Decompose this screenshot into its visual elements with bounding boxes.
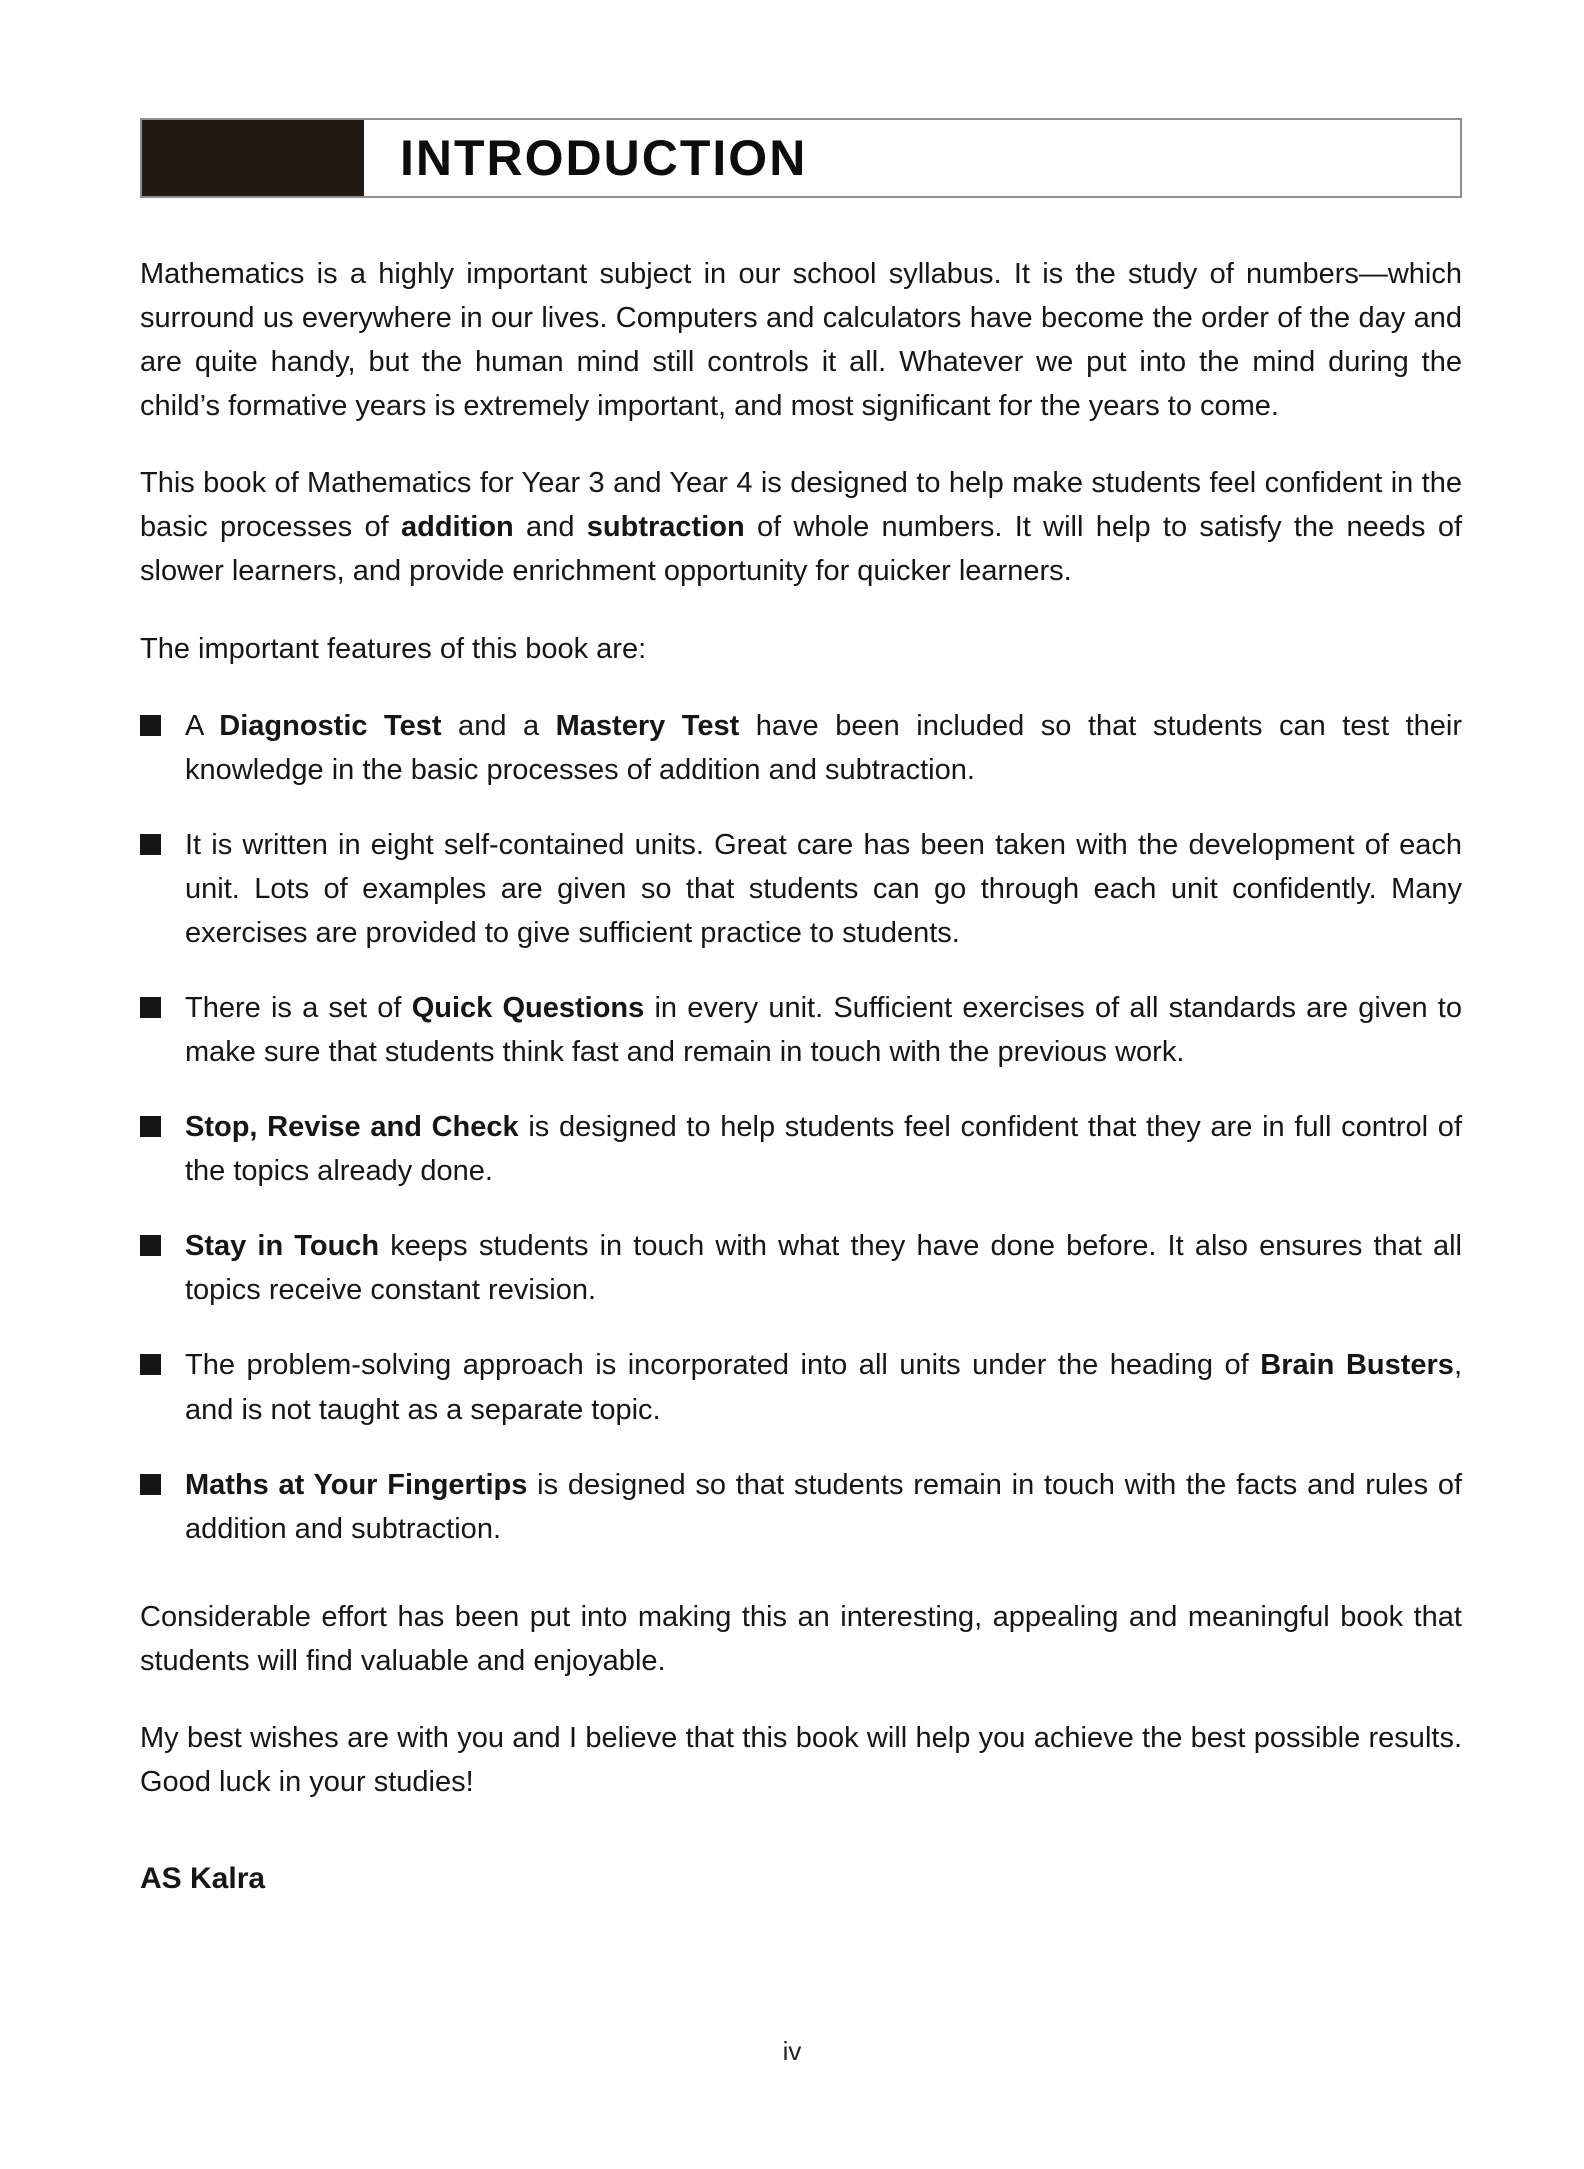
intro-paragraph-2: This book of Mathematics for Year 3 and Year 4 is designed to help make students feel confident in the basic processes of addition and subtraction of whole numbers. It will help to satisfy the needs of slower learners, and provide enrichment opportunity for quicker learners. — [140, 467, 1463, 588]
feature-text: Stop, Revise and Check is designed to help students feel confident that they are in full control of the topics already done. — [185, 1111, 1462, 1188]
square-bullet-icon — [140, 1354, 161, 1375]
section-header — [140, 118, 1462, 198]
features-intro: The important features of this book are: — [140, 632, 647, 665]
feature-text: Stay in Touch keeps students in touch with what they have done before. It also ensures that all topics receive constant revision. — [185, 1230, 1462, 1307]
feature-text: It is written in eight self-contained units. Great care has been taken with the development of each unit. Lots of examples are given so that students can go through each unit confidently. Many exercises are provided to give sufficient practice to students. — [185, 828, 1462, 949]
square-bullet-icon — [140, 834, 161, 855]
feature-text: Maths at Your Fingertips is designed so that students remain in touch with the facts and rules of addition and subtraction. — [185, 1468, 1463, 1545]
closing-block — [140, 1595, 1462, 1896]
feature-item-units — [140, 823, 1462, 955]
feature-item-stop-revise-check — [140, 1105, 1462, 1193]
square-bullet-icon — [140, 1235, 161, 1256]
feature-item-quick-questions — [140, 986, 1462, 1074]
feature-item-brain-busters — [140, 1343, 1462, 1431]
feature-item-diagnostic-test — [140, 704, 1462, 792]
features-list — [140, 704, 1462, 1551]
feature-item-maths-fingertips — [140, 1463, 1462, 1551]
closing-paragraph-1: Considerable effort has been put into making this an interesting, appealing and meaningful book that students will find valuable and enjoyable. — [140, 1600, 1462, 1677]
feature-text: A Diagnostic Test and a Mastery Test have been included so that students can test their knowledge in the basic processes of addition and subtraction. — [185, 709, 1462, 786]
intro-paragraph-1: Mathematics is a highly important subject in our school syllabus. It is the study of numbers—which surround us everywhere in our lives. Computers and calculators have become the order of the day and are quite handy, but the human mind still controls it all. Whatever we put into the mind during the child’s formative years is extremely important, and most significant for the years to come. — [140, 258, 1462, 423]
square-bullet-icon — [140, 1116, 161, 1137]
feature-text: There is a set of Quick Questions in every unit. Sufficient exercises of all standards are given to make sure that students think fast and remain in touch with the previous work. — [185, 992, 1462, 1069]
author-signature: AS Kalra — [140, 1862, 266, 1896]
page-title: INTRODUCTION — [400, 130, 808, 186]
header-accent-block — [142, 120, 364, 196]
square-bullet-icon — [140, 997, 161, 1018]
feature-item-stay-in-touch — [140, 1224, 1462, 1312]
closing-paragraph-2: My best wishes are with you and I believe that this book will help you achieve the best possible results. Good luck in your studies! — [140, 1721, 1462, 1799]
square-bullet-icon — [140, 715, 161, 736]
feature-text: The problem-solving approach is incorporated into all units under the heading of Brain Busters, and is not taught as a separate topic. — [185, 1349, 1462, 1426]
square-bullet-icon — [140, 1474, 161, 1495]
page-number: iv — [782, 2036, 802, 2066]
